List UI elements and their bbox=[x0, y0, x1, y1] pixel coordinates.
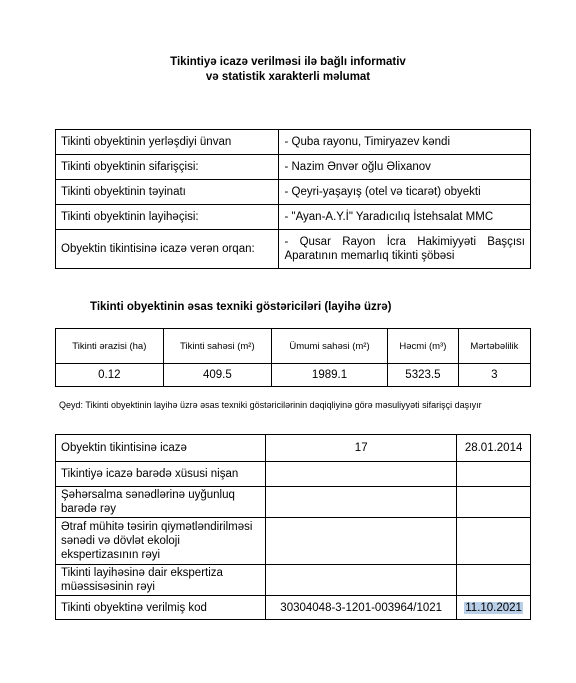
permit-number bbox=[266, 518, 457, 565]
permit-number bbox=[266, 462, 457, 487]
info-value: - Nazim Ənvər oğlu Əlixanov bbox=[279, 155, 531, 180]
info-label: Tikinti obyektinin təyinatı bbox=[56, 180, 279, 205]
tech-value-row bbox=[56, 364, 531, 387]
permit-label: Şəhərsalma sənədlərinə uyğunluq barədə rəy bbox=[56, 487, 266, 518]
tech-header-volume: Həcmi (m³) bbox=[388, 329, 459, 364]
permit-date bbox=[457, 565, 531, 596]
permit-date bbox=[457, 462, 531, 487]
info-value: - Quba rayonu, Timiryazev kəndi bbox=[279, 130, 531, 155]
tech-heading: Tikinti obyektinin əsas texniki göstəriciləri (layihə üzrə) bbox=[90, 301, 392, 313]
permit-row-code bbox=[56, 596, 531, 620]
permit-date bbox=[457, 487, 531, 518]
tech-header-row bbox=[56, 329, 531, 364]
permit-code-date-cell bbox=[457, 596, 531, 620]
info-value: - "Ayan-A.Y.İ" Yaradıcılıq İstehsalat MMC bbox=[279, 205, 531, 230]
permit-label: Obyektin tikintisinə icazə bbox=[56, 435, 266, 462]
info-table bbox=[55, 129, 531, 269]
info-row-authority bbox=[56, 230, 531, 269]
permit-row bbox=[56, 487, 531, 518]
tech-value-building-area: 409.5 bbox=[163, 364, 271, 387]
permit-table bbox=[55, 434, 531, 620]
info-label: Tikinti obyektinin layihəçisi: bbox=[56, 205, 279, 230]
info-row-purpose bbox=[56, 180, 531, 205]
permit-date: 28.01.2014 bbox=[457, 435, 531, 462]
tech-header-floors: Mərtəbəlilik bbox=[458, 329, 530, 364]
permit-label: Tikinti layihəsinə dair ekspertiza müəssisəsinin rəyi bbox=[56, 565, 266, 596]
tech-note: Qeyd: Tikinti obyektinin layihə üzrə əsas texniki göstəricilərinin dəqiqliyinə görə məsuliyyəti sifarişçi daşıyır bbox=[59, 400, 482, 410]
permit-number bbox=[266, 487, 457, 518]
permit-number: 17 bbox=[266, 435, 457, 462]
tech-header-building-area: Tikinti sahəsi (m²) bbox=[163, 329, 271, 364]
permit-label: Tikinti obyektinə verilmiş kod bbox=[56, 596, 266, 620]
tech-header-total-area: Ümumi sahəsi (m²) bbox=[272, 329, 388, 364]
tech-value-total-area: 1989.1 bbox=[272, 364, 388, 387]
info-row-address bbox=[56, 130, 531, 155]
info-row-customer bbox=[56, 155, 531, 180]
info-value: - Qeyri-yaşayış (otel və ticarət) obyekti bbox=[279, 180, 531, 205]
permit-label: Tikintiyə icazə barədə xüsusi nişan bbox=[56, 462, 266, 487]
permit-number bbox=[266, 565, 457, 596]
permit-row bbox=[56, 435, 531, 462]
info-label: Tikinti obyektinin yerləşdiyi ünvan bbox=[56, 130, 279, 155]
tech-value-volume: 5323.5 bbox=[388, 364, 459, 387]
permit-code: 30304048-3-1201-003964/1021 bbox=[266, 596, 457, 620]
info-label: Obyektin tikintisinə icazə verən orqan: bbox=[56, 230, 279, 269]
tech-value-floors: 3 bbox=[458, 364, 530, 387]
tech-value-area: 0.12 bbox=[56, 364, 164, 387]
permit-row bbox=[56, 518, 531, 565]
info-value: - Qusar Rayon İcra Hakimiyyəti Başçısı Aparatının memarlıq tikinti şöbəsi bbox=[279, 230, 531, 269]
tech-header-area: Tikinti ərazisi (ha) bbox=[56, 329, 164, 364]
info-label: Tikinti obyektinin sifarişçisi: bbox=[56, 155, 279, 180]
permit-row bbox=[56, 462, 531, 487]
info-row-designer bbox=[56, 205, 531, 230]
permit-row bbox=[56, 565, 531, 596]
permit-code-date-highlight[interactable]: 11.10.2021 bbox=[465, 601, 522, 614]
permit-date bbox=[457, 518, 531, 565]
document-title bbox=[0, 55, 576, 85]
tech-table bbox=[55, 328, 531, 387]
permit-label: Ətraf mühitə təsirin qiymətləndirilməsi sənədi və dövlət ekoloji ekspertizasının rəyi bbox=[56, 518, 266, 565]
title-line-2: və statistik xarakterli məlumat bbox=[205, 71, 371, 83]
title-line-1: Tikintiyə icazə verilməsi ilə bağlı informativ bbox=[170, 56, 406, 68]
